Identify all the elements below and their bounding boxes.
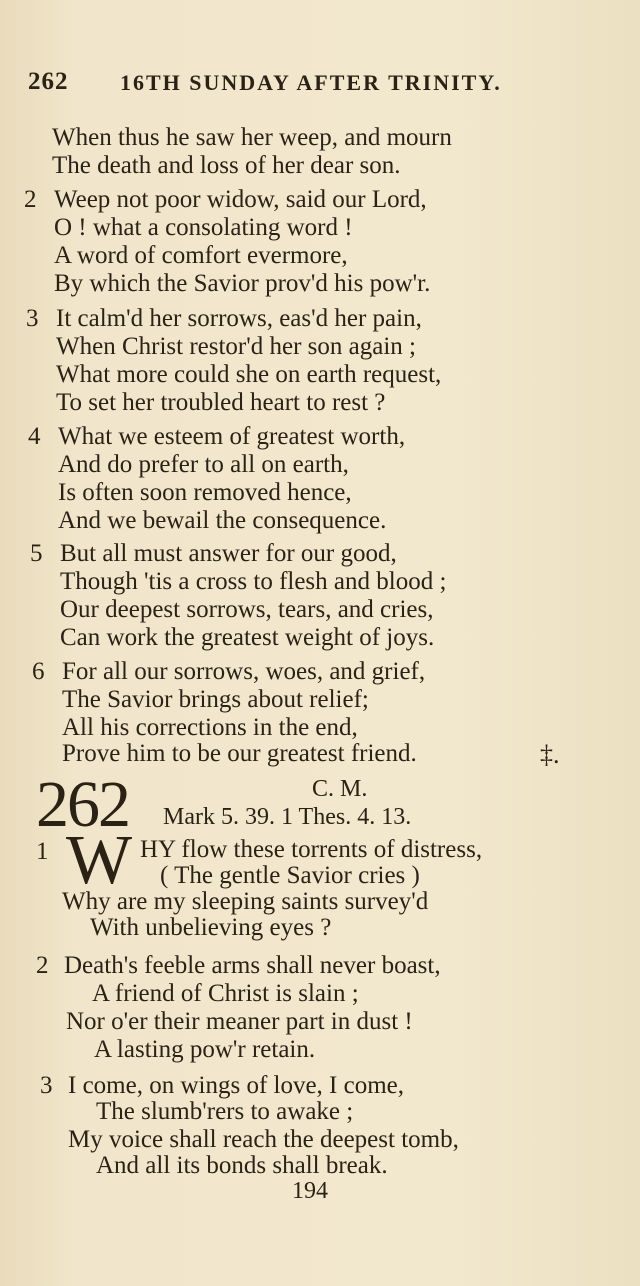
- hymn-line: HY flow these torrents of distress,: [140, 836, 483, 863]
- verse-number: 5: [30, 540, 43, 567]
- hymn-line: Our deepest sorrows, tears, and cries,: [60, 596, 434, 623]
- hymn-line: But all must answer for our good,: [60, 540, 397, 567]
- hymn-line: Nor o'er their meaner part in dust !: [66, 1008, 413, 1035]
- hymn-line: Is often soon removed hence,: [58, 479, 352, 506]
- drop-cap: W: [66, 822, 133, 899]
- hymn-line: With unbelieving eyes ?: [90, 914, 332, 941]
- hymn-line: By which the Savior prov'd his pow'r.: [54, 270, 431, 297]
- hymn-line: What we esteem of greatest worth,: [58, 423, 406, 450]
- hymn-line: Though 'tis a cross to flesh and blood ;: [60, 568, 447, 595]
- hymn-line: The slumb'rers to awake ;: [96, 1098, 354, 1125]
- verse-number: 2: [36, 952, 49, 979]
- hymn-line: When Christ restor'd her son again ;: [56, 333, 416, 360]
- page-number: 262: [28, 68, 69, 95]
- hymn-meter: C. M.: [312, 776, 368, 802]
- hymn-line: And we bewail the consequence.: [58, 507, 387, 534]
- hymn-line: Prove him to be our greatest friend.: [62, 740, 417, 767]
- hymn-line: Can work the greatest weight of joys.: [60, 624, 435, 651]
- verse-number: 3: [40, 1072, 53, 1099]
- hymn-line: O ! what a consolating word !: [54, 214, 353, 241]
- hymn-line: And do prefer to all on earth,: [58, 451, 349, 478]
- hymn-line: ( The gentle Savior cries ): [160, 862, 420, 889]
- folio-number: 194: [292, 1178, 328, 1204]
- verse-number: 6: [32, 658, 45, 685]
- hymn-line: I come, on wings of love, I come,: [68, 1072, 405, 1099]
- hymn-number: 262: [36, 768, 129, 841]
- hymn-line: My voice shall reach the deepest tomb,: [68, 1126, 459, 1153]
- hymn-line: A lasting pow'r retain.: [94, 1036, 316, 1063]
- hymn-line: All his corrections in the end,: [62, 714, 358, 741]
- hymn-line: The Savior brings about relief;: [62, 686, 369, 713]
- running-title: 16TH SUNDAY AFTER TRINITY.: [120, 70, 502, 95]
- hymn-line: To set her troubled heart to rest ?: [56, 389, 386, 416]
- hymn-line: The death and loss of her dear son.: [52, 152, 401, 179]
- hymn-line: What more could she on earth request,: [56, 361, 442, 388]
- hymn-line: When thus he saw her weep, and mourn: [52, 124, 452, 151]
- hymn-line: Weep not poor widow, said our Lord,: [54, 186, 427, 213]
- verse-number: 4: [28, 423, 41, 450]
- verse-number: 3: [26, 305, 39, 332]
- hymn-line: Death's feeble arms shall never boast,: [64, 952, 441, 979]
- hymn-line: It calm'd her sorrows, eas'd her pain,: [56, 305, 422, 332]
- hymn-line: A friend of Christ is slain ;: [92, 980, 359, 1007]
- hymn-line: A word of comfort evermore,: [54, 242, 348, 269]
- hymn-line: Why are my sleeping saints survey'd: [62, 888, 429, 915]
- verse-number: 2: [24, 186, 37, 213]
- verse-number: 1: [36, 838, 49, 865]
- scripture-references: Mark 5. 39. 1 Thes. 4. 13.: [163, 804, 412, 830]
- running-header: [28, 68, 628, 108]
- hymn-line: For all our sorrows, woes, and grief,: [62, 658, 426, 685]
- hymn-line: And all its bonds shall break.: [96, 1152, 388, 1179]
- end-mark: ‡.: [540, 740, 560, 769]
